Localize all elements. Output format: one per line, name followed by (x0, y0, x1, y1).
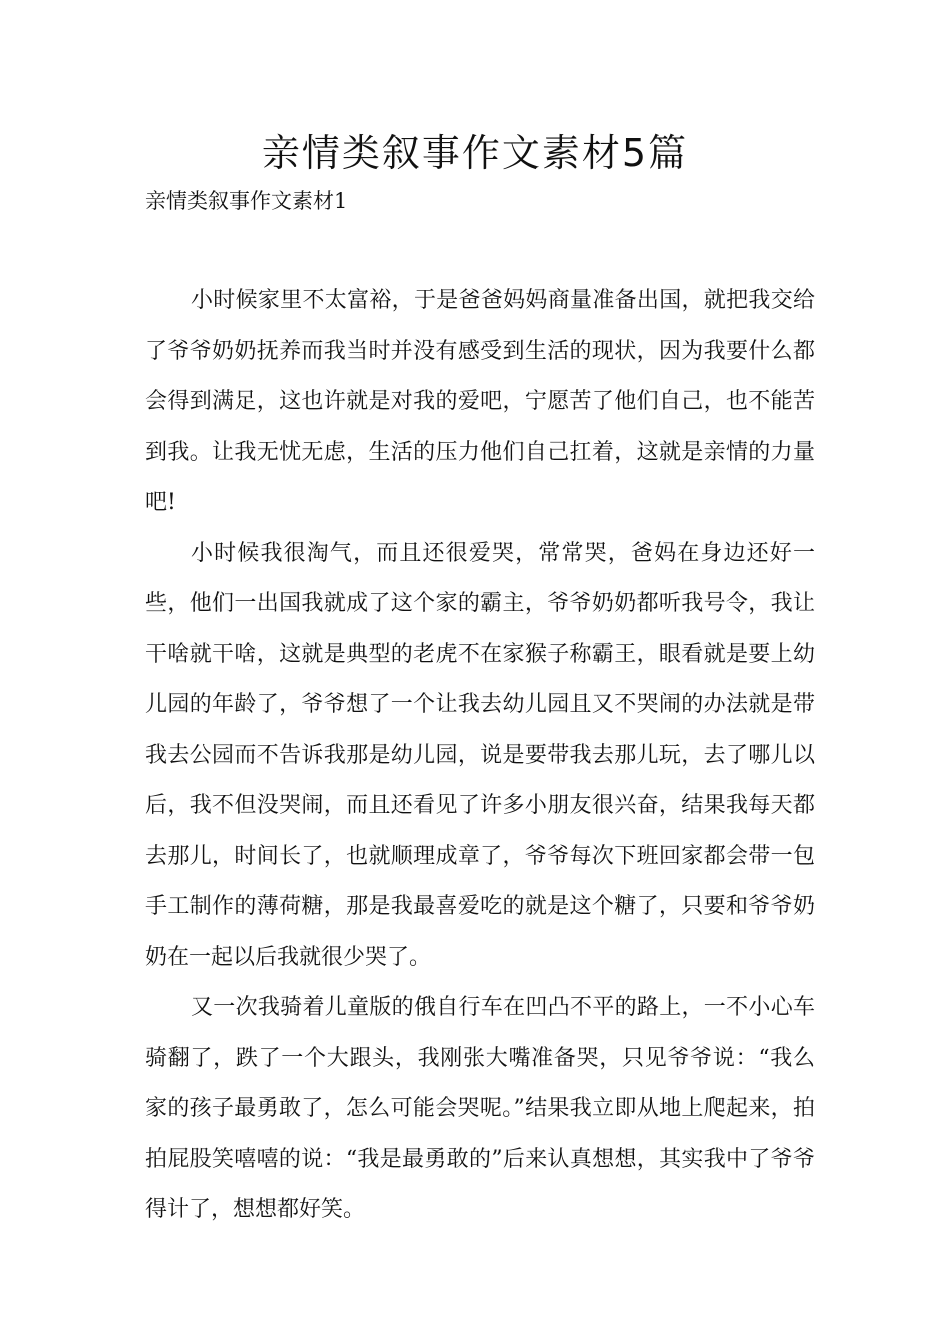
paragraph-2: 小时候我很淘气，而且还很爱哭，常常哭，爸妈在身边还好一些，他们一出国我就成了这个家的霸主，爷爷奶奶都听我号令，我让干啥就干啥，这就是典型的老虎不在家猴子称霸王，眼看就是要上幼儿园的年龄了，爷爷想了一个让我去幼儿园且又不哭闹的办法就是带我去公园而不告诉我那是幼儿园，说是要带我去那儿玩，去了哪儿以后，我不但没哭闹，而且还看见了许多小朋友很兴奋，结果我每天都去那儿，时间长了，也就顺理成章了，爷爷每次下班回家都会带一包手工制作的薄荷糖，那是我最喜爱吃的就是这个糖了，只要和爷爷奶奶在一起以后我就很少哭了。 (145, 540, 815, 970)
paragraph-3: 又一次我骑着儿童版的俄自行车在凹凸不平的路上，一不小心车骑翻了，跌了一个大跟头，我刚张大嘴准备哭，只见爷爷说：“我么家的孩子最勇敢了，怎么可能会哭呢。”结果我立即从地上爬起来，拍拍屁股笑嘻嘻的说：“我是最勇敢的”后来认真想想，其实我中了爷爷得计了，想想都好笑。 (145, 995, 815, 1222)
paragraph-1: 小时候家里不太富裕，于是爸爸妈妈商量准备出国，就把我交给了爷爷奶奶抚养而我当时并没有感受到生活的现状，因为我要什么都会得到满足，这也许就是对我的爱吧，宁愿苦了他们自己，也不能苦到我。让我无忧无虑，生活的压力他们自己扛着，这就是亲情的力量吧! (145, 288, 815, 515)
document-body (145, 276, 815, 1236)
document-title: 亲情类叙事作文素材5篇 (261, 131, 689, 175)
document-subtitle: 亲情类叙事作文素材1 (145, 189, 348, 213)
